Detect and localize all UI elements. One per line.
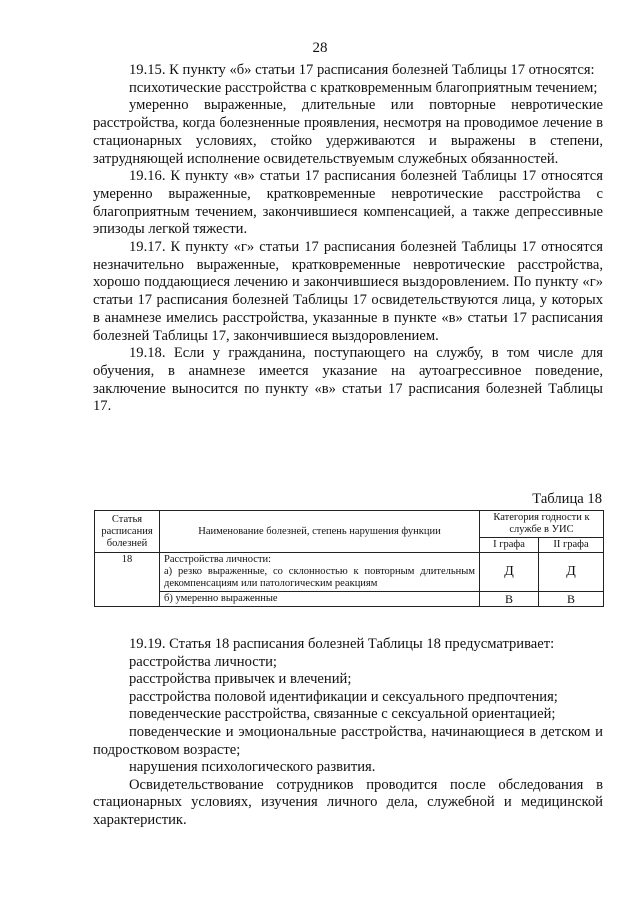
paragraph: расстройства половой идентификации и сексуального предпочтения; (129, 688, 558, 705)
paragraph: 19.18. Если у гражданина, поступающего на службу, в том числе для обучения, в анамнезе имеется указание на аутоагрессивное поведение, заключение выносится по пункту «в» статьи 17 расписания болезней Таблицы 17. (93, 345, 603, 415)
header-category: Категория годности к службе в УИС (480, 511, 604, 538)
row-b-g1: В (480, 592, 539, 607)
row-a-g1: Д (480, 553, 539, 592)
row-a-text: а) резко выраженные, со склонностью к повторным длительным декомпенсациям или патологическим реакциям (164, 566, 475, 589)
row-b-g2: В (539, 592, 604, 607)
paragraph: 19.17. К пункту «г» статьи 17 расписания болезней Таблицы 17 относятся незначительно выраженные, кратковременные невротические расстройства, хорошо поддающиеся лечению и закончившиеся выздоровлением. По пункту «г» статьи 17 расписания болезней Таблицы 17 освидетельствуются лица, у которых в анамнезе имелись расстройства, указанные в пункте «в» статьи 17 расписания болезней Таблицы 17, закончившиеся выздоровлением. (93, 239, 603, 344)
paragraph: 19.15. К пункту «б» статьи 17 расписания болезней Таблицы 17 относятся: (129, 62, 595, 78)
paragraph: 19.19. Статья 18 расписания болезней Таблицы 18 предусматривает: (129, 636, 555, 652)
page-number: 28 (312, 40, 328, 56)
paragraph: поведенческие и эмоциональные расстройства, начинающиеся в детском и подростковом возрасте; (93, 723, 603, 758)
paragraph: умеренно выраженные, длительные или повторные невротические расстройства, когда болезненные проявления, несмотря на проводимое лечение в стационарных условиях, стойко удерживаются и выражены в степени, затрудняющей исполнение освидетельствуемым служебных обязанностей. (93, 97, 603, 167)
article-number: 18 (95, 553, 160, 607)
paragraph: расстройства привычек и влечений; (129, 671, 352, 688)
paragraph: расстройства личности; (129, 653, 277, 670)
header-g2: II графа (539, 538, 604, 553)
header-g1: I графа (480, 538, 539, 553)
main-text-bottom (93, 636, 603, 830)
main-text-top (93, 62, 603, 416)
row-title: Расстройства личности: (164, 554, 272, 565)
row-a-name (160, 553, 480, 592)
row-b-name: б) умеренно выраженные (160, 592, 480, 607)
table-18 (94, 510, 604, 607)
row-a-g2: Д (539, 553, 604, 592)
header-article: Статья расписания болезней (95, 511, 160, 553)
paragraph: Освидетельствование сотрудников проводится после обследования в стационарных условиях, изучения личного дела, служебной и медицинской характеристик. (93, 776, 603, 828)
paragraph: психотические расстройства с кратковременным благоприятным течением; (129, 79, 598, 96)
paragraph: 19.16. К пункту «в» статьи 17 расписания болезней Таблицы 17 относятся умеренно выраженные, кратковременные невротические расстройства с благоприятным течением, закончившиеся компенсацией, а также депрессивные эпизоды легкой тяжести. (93, 168, 603, 238)
header-name: Наименование болезней, степень нарушения функции (160, 511, 480, 553)
paragraph: поведенческие расстройства, связанные с сексуальной ориентацией; (129, 706, 556, 723)
table-caption: Таблица 18 (532, 491, 602, 507)
paragraph: нарушения психологического развития. (129, 759, 376, 776)
